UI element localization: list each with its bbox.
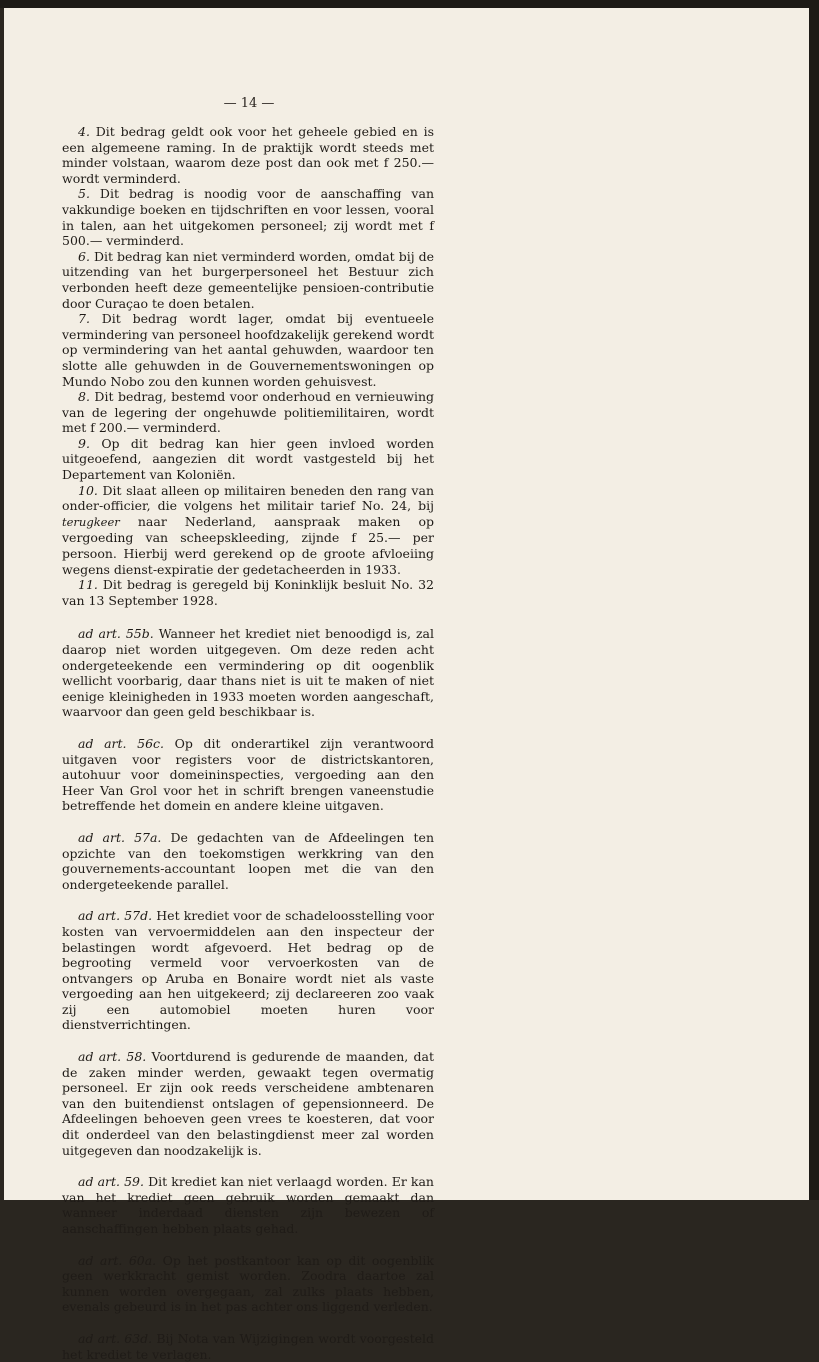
note-item: 7. Dit bedrag wordt lager, omdat bij eventueele vermindering van personeel hoofdzakelijk gerekend wordt op vermindering van het aantal gehuwden, waardoor ten slotte alle gehuwden in de Gouvernementswoningen op Mundo Nobo zou den kunnen worden gehuisvest. [62, 311, 434, 389]
note-item: 9. Op dit bedrag kan hier geen invloed worden uitgeoefend, aangezien dit wordt vastgesteld bij het Departement van Koloniën. [62, 435, 434, 483]
article-note: ad art. 57d. Het krediet voor de schadeloosstelling voor kosten van vervoermiddelen aan den inspecteur der belastingen wordt afgevoerd. Het bedrag op de begrooting vermeld voor vervoerkosten van de ontvangers op Aruba en Bonaire wordt niet als vaste vergoeding aan hen uitgekeerd; zij declareeren zoo vaak zij een automobiel moeten huren voor dienstverrichtingen. [62, 908, 434, 1033]
note-item: 5. Dit bedrag is noodig voor de aanschaffing van vakkundige boeken en tijdschriften en voor lessen, vooral in talen, aan het uitgekomen personeel; zij wordt met f 500.— verminderd. [62, 186, 434, 249]
article-note: ad art. 63d. Bij Nota van Wijzigingen wordt voorgesteld het krediet te verlagen. [62, 1330, 434, 1362]
article-note: ad art. 57a. De gedachten van de Afdeelingen ten opzichte van den toekomstigen werkkring van den gouvernements-accountant loopen met die van den ondergeteekende parallel. [62, 829, 434, 892]
article-note: ad art. 59. Dit krediet kan niet verlaagd worden. Er kan van het krediet geen gebruik worden gemaakt dan wanneer inderdaad diensten zijn bewezen of aanschaffingen hebben plaats gehad. [62, 1174, 434, 1236]
article-note: ad art. 55b. Wanneer het krediet niet benoodigd is, zal daarop niet worden uitgegeven. Om deze reden acht ondergeteekende een vermindering op dit oogenblik wellicht voorbarig, daar thans niet is uit te maken of niet eenige kleinigheden in 1933 moeten worden aangeschaft, waarvoor dan geen geld beschikbaar is. [62, 626, 434, 720]
note-item: 10. Dit slaat alleen op militairen beneden den rang van onder-officier, die volgens het militair tarief No. 24, bij terugkeer naar Nederland, aanspraak maken op vergoeding van scheepskleeding, zijnde f 25.— per persoon. Hierbij werd gerekend op de groote afvloeiing wegens dienst-expiratie der gedetacheerden in 1933. [62, 482, 434, 577]
document-page [4, 8, 809, 1362]
note-item: 6. Dit bedrag kan niet verminderd worden, omdat bij de uitzending van het burgerpersoneel het Bestuur zich verbonden heeft deze gemeentelijke pensioen-contributie door Curaçao te doen betalen. [62, 248, 434, 311]
page-number: — 14 — [223, 96, 275, 111]
scan-border-right [809, 0, 819, 1200]
note-item: 11. Dit bedrag is geregeld bij Koninklijk besluit No. 32 van 13 September 1928. [62, 577, 434, 608]
scan-border-top [0, 0, 819, 8]
note-item: 4. Dit bedrag geldt ook voor het geheele gebied en is een algemeene raming. In de praktijk wordt steeds met minder volstaan, waarom deze post dan ook met f 250.— wordt verminderd. [62, 124, 434, 186]
document-body [62, 124, 434, 1362]
article-note: ad art. 58. Voortdurend is gedurende de maanden, dat de zaken minder werden, gewaakt tegen overmatig personeel. Er zijn ook reeds verscheidene ambtenaren van den buitendienst ontslagen of gepensionneerd. De Afdeelingen behoeven geen vrees te koesteren, dat voor dit onderdeel van den belastingdienst meer zal worden uitgegeven dan noodzakelijk is. [62, 1049, 434, 1158]
article-note: ad art. 60a. Op het postkantoor kan op dit oogenblik geen werkkracht gemist worden. Zoodra daartoe zal kunnen worden overgegaan, zal zulks plaats hebben, evenals gebeurd is in het pas achter ons liggend verleden. [62, 1252, 434, 1315]
article-note: ad art. 56c. Op dit onderartikel zijn verantwoord uitgaven voor registers voor de districtskantoren, autohuur voor domeininspecties, vergoeding aan den Heer Van Grol voor het in schrift brengen vaneenstudie betreffende het domein en andere kleine uitgaven. [62, 735, 434, 814]
note-item: 8. Dit bedrag, bestemd voor onderhoud en vernieuwing van de legering der ongehuwde politiemilitairen, wordt met f 200.— verminderd. [62, 389, 434, 436]
